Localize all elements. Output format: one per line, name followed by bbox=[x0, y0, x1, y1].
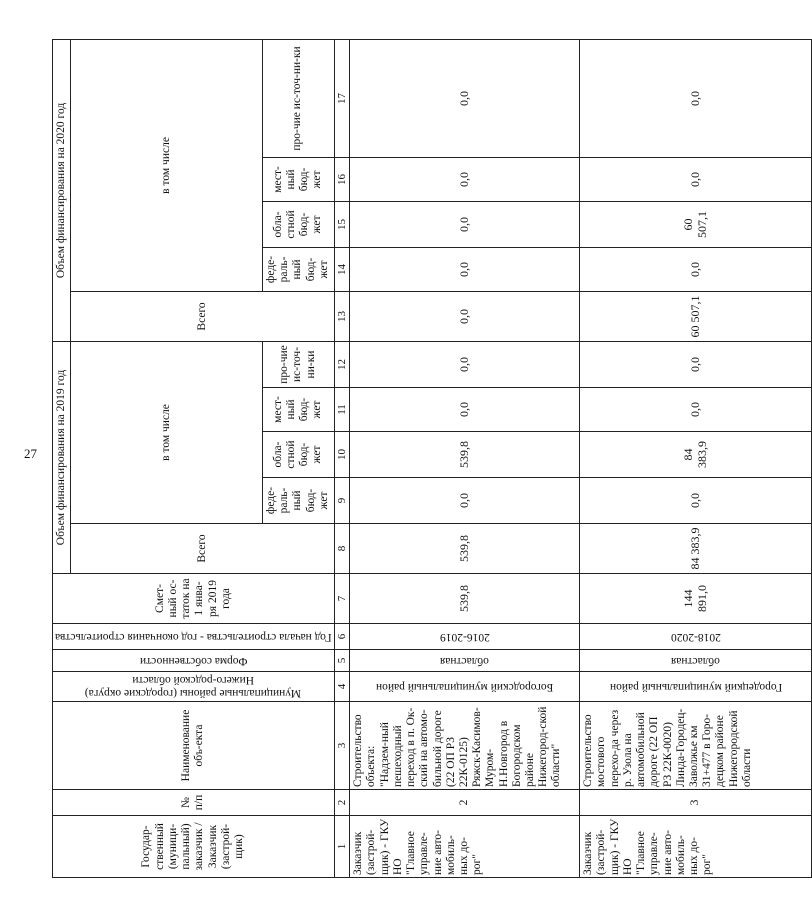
colnum-6: 6 bbox=[334, 624, 350, 650]
row-ownership bbox=[580, 650, 812, 672]
row-total-2020: 60 507,1 bbox=[580, 291, 812, 341]
row-years bbox=[350, 624, 580, 650]
header-fed-2020: феде-раль-ный бюд-жет bbox=[262, 247, 334, 291]
colnum-13: 13 bbox=[334, 291, 350, 341]
header-group-2020: Объем финансирования на 2020 год bbox=[53, 39, 71, 341]
column-numbers-row bbox=[334, 39, 350, 877]
row-number: 2 bbox=[350, 790, 580, 816]
colnum-11: 11 bbox=[334, 388, 350, 432]
row-number: 3 bbox=[580, 790, 812, 816]
row-obl-2019: 539,8 bbox=[350, 432, 580, 478]
colnum-7: 7 bbox=[334, 574, 350, 624]
row-mest-2020: 0,0 bbox=[350, 157, 580, 201]
row-district bbox=[350, 672, 580, 702]
row-obl-2019: 84 383,9 bbox=[580, 432, 812, 478]
header-ownership bbox=[53, 650, 335, 672]
header-group-2019: Объем финансирования на 2019 год bbox=[53, 341, 71, 573]
header-fed-2019: феде-раль-ный бюд-жет bbox=[262, 478, 334, 524]
header-other-2020: про-чие ис-точ-ни-ки bbox=[262, 39, 334, 157]
header-district-text: Муниципальные районы (городские округа) Нижего-родской области bbox=[85, 673, 302, 699]
header-customer: Государ-ственный (муници-пальный) заказчик / Заказчик (застрой-щик) bbox=[53, 816, 335, 878]
header-obl-2019: обла-стной бюд-жет bbox=[262, 432, 334, 478]
row-other-2020: 0,0 bbox=[350, 39, 580, 157]
row-estimate: 539,8 bbox=[350, 574, 580, 624]
header-years bbox=[53, 624, 335, 650]
row-district bbox=[580, 672, 812, 702]
header-mest-2019: мест-ный бюд-жет bbox=[262, 388, 334, 432]
row-ownership-text: областная bbox=[440, 655, 490, 668]
colnum-5: 5 bbox=[334, 650, 350, 672]
header-total-2020: Всего bbox=[71, 291, 334, 341]
row-obl-2020: 0,0 bbox=[350, 201, 580, 247]
colnum-9: 9 bbox=[334, 478, 350, 524]
colnum-17: 17 bbox=[334, 39, 350, 157]
colnum-12: 12 bbox=[334, 341, 350, 387]
header-district bbox=[53, 672, 335, 702]
header-object-name: Наименование объ-екта bbox=[53, 702, 335, 790]
colnum-3: 3 bbox=[334, 702, 350, 790]
row-fed-2020: 0,0 bbox=[350, 247, 580, 291]
header-years-text: Год начала строительства - год окончания строительства bbox=[55, 631, 332, 644]
row-total-2019: 539,8 bbox=[350, 524, 580, 574]
table-row bbox=[580, 39, 812, 877]
row-object-name: Строительство объекта: "Надзем-ный пешеходный переход в п. Ок-ский на автомо-бильной дороге (22 ОП РЗ 22К-0125) Ряжск-Касимов-Муром-Н.Новгород в Богородском районе Нижегород-ской области" bbox=[350, 702, 580, 790]
colnum-2: 2 bbox=[334, 790, 350, 816]
row-other-2019: 0,0 bbox=[350, 341, 580, 387]
row-object-name: Строительство мостового перехо-да через р. Узола на автомобильной дороге (22 ОП РЗ 22К-0020) Линда-Городец-Заволжье км 31+477 в Горо-децком районе Нижегородской области bbox=[580, 702, 812, 790]
header-total-2019: Всего bbox=[71, 524, 334, 574]
row-ownership bbox=[350, 650, 580, 672]
row-years bbox=[580, 624, 812, 650]
row-fed-2019: 0,0 bbox=[580, 478, 812, 524]
header-ownership-text: Форма собственности bbox=[139, 655, 248, 668]
colnum-4: 4 bbox=[334, 672, 350, 702]
header-number: № п/п bbox=[53, 790, 335, 816]
colnum-10: 10 bbox=[334, 432, 350, 478]
row-years-text: 2018-2020 bbox=[670, 631, 721, 644]
row-ownership-text: областная bbox=[671, 655, 721, 668]
row-fed-2019: 0,0 bbox=[350, 478, 580, 524]
colnum-14: 14 bbox=[334, 247, 350, 291]
row-total-2019: 84 383,9 bbox=[580, 524, 812, 574]
colnum-15: 15 bbox=[334, 201, 350, 247]
colnum-16: 16 bbox=[334, 157, 350, 201]
page-number: 27 bbox=[24, 446, 37, 461]
row-estimate: 144 891,0 bbox=[580, 574, 812, 624]
row-fed-2020: 0,0 bbox=[580, 247, 812, 291]
row-mest-2019: 0,0 bbox=[580, 388, 812, 432]
row-other-2019: 0,0 bbox=[580, 341, 812, 387]
row-mest-2020: 0,0 bbox=[580, 157, 812, 201]
row-customer: Заказчик (застрой-щик) - ГКУ НО "Главное управле-ние авто-мобиль-ных до-рог" bbox=[350, 816, 580, 878]
header-incl-2019: в том числе bbox=[71, 341, 262, 523]
row-mest-2019: 0,0 bbox=[350, 388, 580, 432]
colnum-1: 1 bbox=[334, 816, 350, 878]
financing-table bbox=[52, 39, 812, 878]
row-total-2020: 0,0 bbox=[350, 291, 580, 341]
row-district-text: Богородский муниципальный район bbox=[376, 681, 554, 694]
row-obl-2020: 60 507,1 bbox=[580, 201, 812, 247]
row-other-2020: 0,0 bbox=[580, 39, 812, 157]
header-other-2019: про-чие ис-точ-ни-ки bbox=[262, 341, 334, 387]
header-mest-2020: мест-ный бюд-жет bbox=[262, 157, 334, 201]
row-district-text: Городецкий муниципальный район bbox=[609, 681, 782, 694]
row-customer: Заказчик (застрой-щик) - ГКУ НО "Главное управле-ние авто-мобиль-ных до-рог" bbox=[580, 816, 812, 878]
colnum-8: 8 bbox=[334, 524, 350, 574]
rotated-table-container bbox=[52, 40, 782, 878]
header-estimate: Смет-ный ос-таток на 1 янва-ря 2019 года bbox=[53, 574, 335, 624]
header-incl-2020: в том числе bbox=[71, 39, 262, 291]
row-years-text: 2016-2019 bbox=[439, 631, 490, 644]
table-row bbox=[350, 39, 580, 877]
header-obl-2020: обла-стной бюд-жет bbox=[262, 201, 334, 247]
